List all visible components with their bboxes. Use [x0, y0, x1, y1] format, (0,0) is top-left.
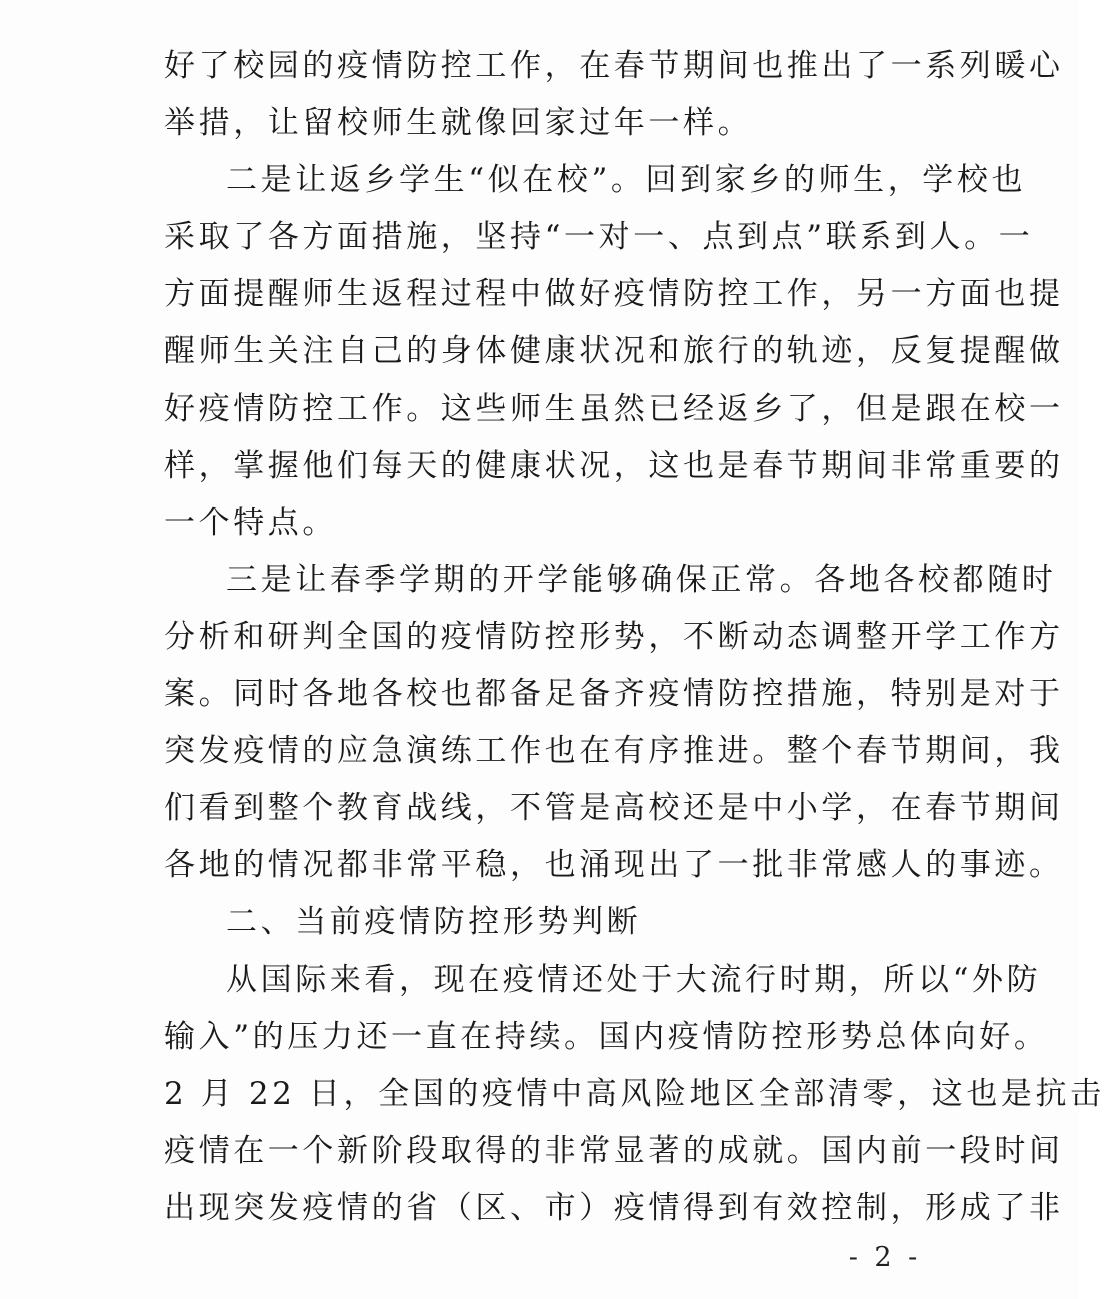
text-line: 一个特点。	[164, 504, 337, 541]
paragraph-start-line: 从国际来看，现在疫情还处于大流行时期，所以“外防	[226, 961, 1042, 998]
document-body	[164, 38, 1105, 1237]
page-number: - 2 -	[848, 1242, 922, 1273]
text-line: 2 月 22 日，全国的疫情中高风险地区全部清零，这也是抗击	[164, 1075, 1105, 1112]
text-line: 疫情在一个新阶段取得的非常显著的成就。国内前一段时间	[164, 1132, 1064, 1169]
paragraph-start-line: 二是让返乡学生“似在校”。回到家乡的师生，学校也	[226, 162, 1027, 199]
text-line: 输入”的压力还一直在持续。国内疫情防控形势总体向好。	[164, 1018, 1049, 1055]
text-line: 突发疫情的应急演练工作也在有序推进。整个春节期间，我	[164, 733, 1064, 770]
text-line: 方面提醒师生返程过程中做好疫情防控工作，另一方面也提	[164, 276, 1064, 313]
text-line: 好疫情防控工作。这些师生虽然已经返乡了，但是跟在校一	[164, 390, 1064, 427]
text-line: 分析和研判全国的疫情防控形势，不断动态调整开学工作方	[164, 618, 1064, 655]
text-line: 样，掌握他们每天的健康状况，这也是春节期间非常重要的	[164, 447, 1064, 484]
text-line: 采取了各方面措施，坚持“一对一、点到点”联系到人。一	[164, 219, 1034, 256]
text-line: 案。同时各地各校也都备足备齐疫情防控措施，特别是对于	[164, 676, 1064, 713]
paragraph-start-line: 三是让春季学期的开学能够确保正常。各地各校都随时	[226, 561, 1057, 598]
section-heading: 二、当前疫情防控形势判断	[226, 904, 642, 941]
text-line: 醒师生关注自己的身体健康状况和旅行的轨迹，反复提醒做	[164, 333, 1064, 370]
text-line: 举措，让留校师生就像回家过年一样。	[164, 105, 753, 142]
text-line: 好了校园的疫情防控工作，在春节期间也推出了一系列暖心	[164, 48, 1064, 84]
text-line: 们看到整个教育战线，不管是高校还是中小学，在春节期间	[164, 790, 1064, 827]
text-line: 各地的情况都非常平稳，也涌现出了一批非常感人的事迹。	[164, 847, 1064, 884]
text-line: 出现突发疫情的省（区、市）疫情得到有效控制，形成了非	[164, 1189, 1064, 1226]
